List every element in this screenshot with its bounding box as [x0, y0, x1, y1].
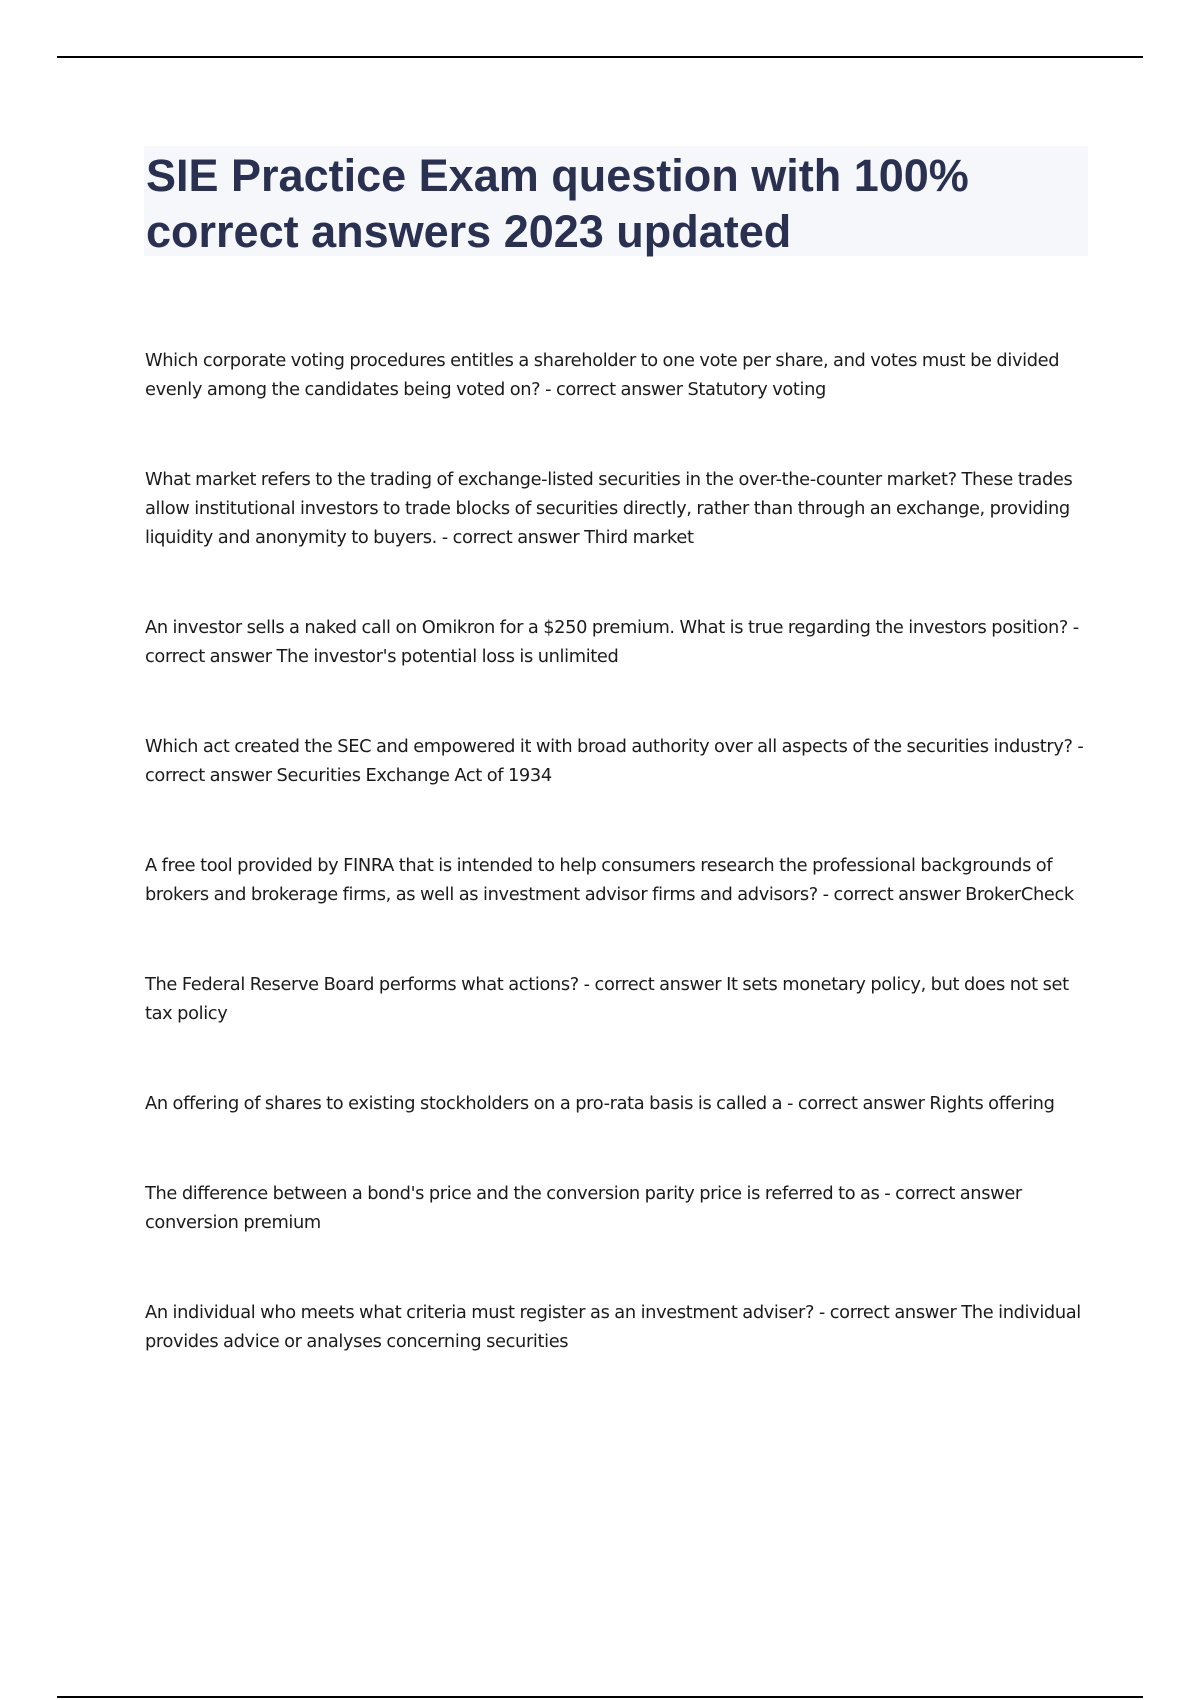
- title-block: [144, 146, 1088, 256]
- qa-item: What market refers to the trading of exchange-listed securities in the over-the-counter market? These trades allow institutional investors to trade blocks of securities directly, rather than through an exchange, providing liquidity and anonymity to buyers. - correct answer Third market: [145, 469, 1073, 548]
- qa-list: [145, 346, 1095, 1356]
- qa-item: An offering of shares to existing stockholders on a pro-rata basis is called a - correct answer Rights offering: [145, 1093, 1055, 1114]
- qa-item: An investor sells a naked call on Omikron for a $250 premium. What is true regarding the investors position? - correct answer The investor's potential loss is unlimited: [145, 617, 1079, 667]
- qa-item: An individual who meets what criteria must register as an investment adviser? - correct answer The individual provides advice or analyses concerning securities: [145, 1302, 1081, 1352]
- qa-item: Which corporate voting procedures entitles a shareholder to one vote per share, and votes must be divided evenly among the candidates being voted on? - correct answer Statutory voting: [145, 350, 1060, 400]
- qa-item: A free tool provided by FINRA that is intended to help consumers research the professional backgrounds of brokers and brokerage firms, as well as investment advisor firms and advisors? - correct answer BrokerCheck: [145, 855, 1074, 905]
- qa-item: Which act created the SEC and empowered it with broad authority over all aspects of the securities industry? - correct answer Securities Exchange Act of 1934: [145, 736, 1084, 786]
- top-rule: [57, 56, 1143, 58]
- bottom-rule: [57, 1696, 1143, 1698]
- qa-item: The Federal Reserve Board performs what actions? - correct answer It sets monetary policy, but does not set tax policy: [145, 974, 1069, 1024]
- document-title: SIE Practice Exam question with 100% correct answers 2023 updated: [146, 150, 969, 257]
- qa-item: The difference between a bond's price and the conversion parity price is referred to as - correct answer conversion premium: [145, 1183, 1022, 1233]
